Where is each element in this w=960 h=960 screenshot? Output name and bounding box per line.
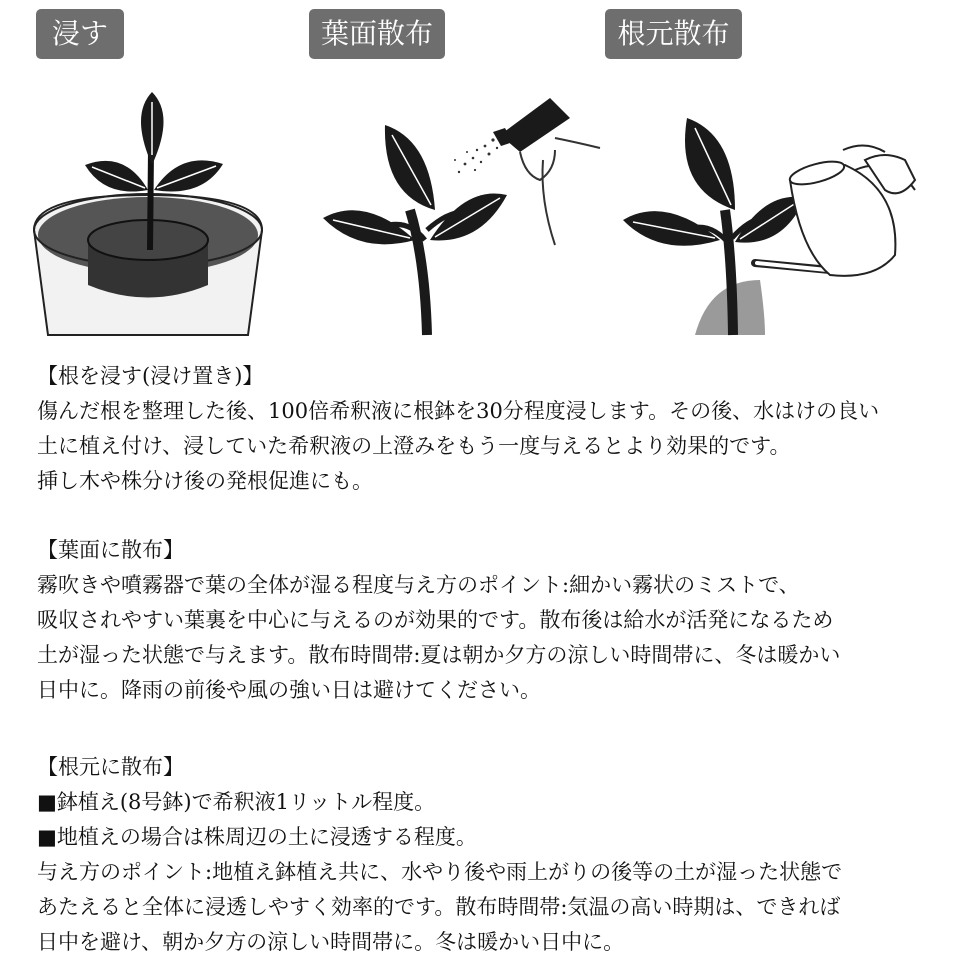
section-line: 日中に。降雨の前後や風の強い日は避けてください。 <box>37 678 541 702</box>
section-heading: 【根を浸す(浸け置き)】 <box>37 364 264 388</box>
section-line: 土が湿った状態で与えます。散布時間帯:夏は朝か夕方の涼しい時間帯に、冬は暖かい <box>37 643 841 667</box>
foliar-spray-illustration <box>315 80 605 340</box>
section-line: 霧吹きや噴霧器で葉の全体が湿る程度与え方のポイント:細かい霧状のミストで、 <box>37 573 800 597</box>
root-spray-illustration <box>615 80 935 340</box>
section-heading: 【葉面に散布】 <box>37 538 184 562</box>
section-line: ■地植えの場合は株周辺の土に浸透する程度。 <box>37 825 477 849</box>
section-root-spray <box>37 750 947 960</box>
section-root-soak <box>37 359 947 499</box>
soak-illustration <box>30 80 270 340</box>
section-line: あたえると全体に浸透しやすく効率的です。散布時間帯:気温の高い時期は、できれば <box>37 895 841 919</box>
section-foliar-spray <box>37 533 947 708</box>
section-line: 挿し木や株分け後の発根促進にも。 <box>37 469 373 493</box>
section-line: 土に植え付け、浸していた希釈液の上澄みをもう一度与えるとより効果的です。 <box>37 434 791 458</box>
section-line: 傷んだ根を整理した後、100倍希釈液に根鉢を30分程度浸します。その後、水はけの良い <box>37 399 880 423</box>
badge-soak: 浸す <box>36 9 124 59</box>
section-line: 吸収されやすい葉裏を中心に与えるのが効果的です。散布後は給水が活発になるため <box>37 608 834 632</box>
section-heading: 【根元に散布】 <box>37 755 184 779</box>
badge-root-spray: 根元散布 <box>605 9 742 59</box>
badge-foliar-spray: 葉面散布 <box>309 9 445 59</box>
section-line: 日中を避け、朝か夕方の涼しい時間帯に。冬は暖かい日中に。 <box>37 930 625 954</box>
section-line: ■鉢植え(8号鉢)で希釈液1リットル程度。 <box>37 790 436 814</box>
plant-icon <box>323 125 507 335</box>
mist-icon <box>454 138 498 173</box>
spray-bottle-icon <box>493 98 600 245</box>
section-line: 与え方のポイント:地植え鉢植え共に、水やり後や雨上がりの後等の土が湿った状態で <box>37 860 843 884</box>
